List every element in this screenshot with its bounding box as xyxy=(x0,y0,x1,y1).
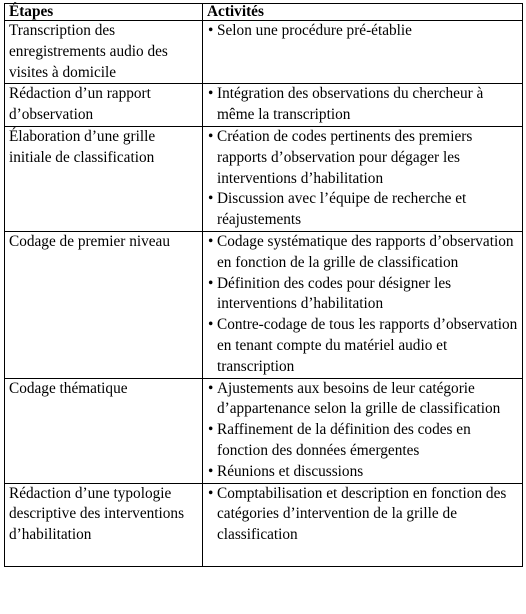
table-header-row xyxy=(5,4,523,21)
activity-item xyxy=(207,379,518,421)
activity-text: Comptabilisation et description en fonction des catégories d’intervention de la grille de classification xyxy=(217,484,507,544)
table-row xyxy=(5,378,523,483)
activity-text: Définition des codes pour désigner les interventions d’habilitation xyxy=(217,274,452,313)
activity-text: Raffinement de la définition des codes en fonction des données émergentes xyxy=(217,421,471,459)
step-cell: Rédaction d’un rapport d’observation xyxy=(5,84,203,127)
activity-text: Codage systématique des rapports d’observation en fonction de la grille de classification xyxy=(217,232,514,271)
step-cell: Codage thématique xyxy=(5,378,203,483)
activity-item xyxy=(207,189,518,231)
activity-item xyxy=(207,462,518,483)
activity-text: Ajustements aux besoins de leur catégorie d’appartenance selon la grille de classification xyxy=(217,379,501,418)
activity-item xyxy=(207,420,518,462)
activities-cell xyxy=(203,126,523,231)
step-cell: Élaboration d’une grille initiale de classification xyxy=(5,126,203,231)
bullet-icon: • xyxy=(208,462,214,480)
bullet-icon: • xyxy=(208,232,214,250)
activity-item xyxy=(207,484,518,546)
bullet-icon: • xyxy=(208,85,214,103)
activity-text: Création de codes pertinents des premiers rapports d’observation pour dégager les interventions d’habilitation xyxy=(217,127,473,187)
activities-cell xyxy=(203,84,523,127)
bullet-icon: • xyxy=(208,379,214,397)
activity-item xyxy=(207,274,518,316)
activity-item xyxy=(207,127,518,189)
bullet-icon: • xyxy=(208,127,214,145)
bullet-icon: • xyxy=(208,316,214,334)
activities-cell xyxy=(203,483,523,566)
activity-item xyxy=(207,84,518,126)
activities-cell xyxy=(203,378,523,483)
step-cell: Transcription des enregistrements audio des visites à domicile xyxy=(5,21,203,84)
activity-list xyxy=(207,21,518,42)
activity-list xyxy=(207,127,518,231)
activity-item xyxy=(207,232,518,274)
steps-table xyxy=(4,3,523,567)
activity-list xyxy=(207,484,518,546)
activity-item xyxy=(207,21,518,42)
table-row xyxy=(5,21,523,84)
header-steps: Étapes xyxy=(5,4,203,21)
activity-list xyxy=(207,379,518,483)
step-cell: Codage de premier niveau xyxy=(5,231,203,378)
activity-text: Contre-codage de tous les rapports d’observation en tenant compte du matériel audio et transcription xyxy=(217,316,518,375)
header-activities: Activités xyxy=(203,4,523,21)
activity-text: Selon une procédure pré-établie xyxy=(217,22,412,39)
bullet-icon: • xyxy=(208,484,214,502)
activity-item xyxy=(207,315,518,377)
activity-text: Intégration des observations du chercheur à même la transcription xyxy=(217,85,484,124)
table-row xyxy=(5,231,523,378)
activities-cell xyxy=(203,231,523,378)
activity-list xyxy=(207,232,518,378)
bullet-icon: • xyxy=(208,421,214,439)
activity-text: Réunions et discussions xyxy=(217,462,364,480)
table-row xyxy=(5,126,523,231)
activity-list xyxy=(207,84,518,126)
table-row xyxy=(5,84,523,127)
activity-text: Discussion avec l’équipe de recherche et réajustements xyxy=(217,190,467,229)
bullet-icon: • xyxy=(208,190,214,208)
bullet-icon: • xyxy=(208,22,214,39)
bullet-icon: • xyxy=(208,274,214,292)
activities-cell xyxy=(203,21,523,84)
table-row xyxy=(5,483,523,566)
step-cell: Rédaction d’une typologie descriptive des interventions d’habilitation xyxy=(5,483,203,566)
